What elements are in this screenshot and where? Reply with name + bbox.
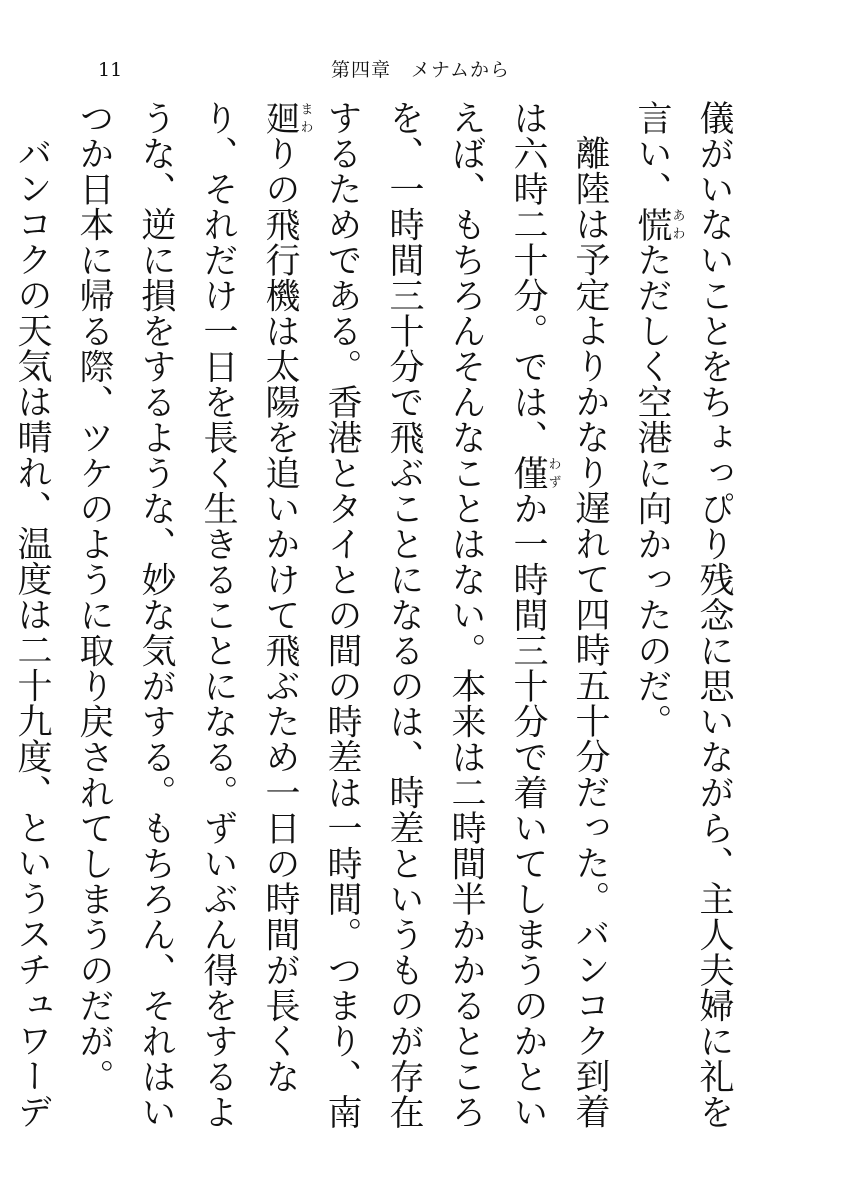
ruby-base: 廻 xyxy=(260,100,300,136)
text-run: 離陸は予定よりかなり遅れて四時五十分だった。バンコク到着は六時二十分。では、 xyxy=(508,100,610,1129)
ruby-reading: あわ xyxy=(669,206,685,242)
page-number: 11 xyxy=(98,59,123,81)
text-run: 儀がいないことをちょっぴり残念に思いながら、主人夫婦に礼を言い、 xyxy=(632,100,734,1130)
ruby-annotation xyxy=(260,100,313,136)
ruby-base: 僅 xyxy=(508,455,548,491)
text-run: バンコクの天気は晴れ、温度は二十九度、というスチュワーデ xyxy=(12,135,52,1129)
paragraph xyxy=(63,100,621,1140)
ruby-annotation xyxy=(632,206,685,243)
paragraph xyxy=(0,100,63,1140)
ruby-reading: まわ xyxy=(297,100,313,136)
body-text xyxy=(12,100,745,1140)
text-run: か一時間三十分で着いてしまうのかといえば、もちろんそんなことはない。本来は二時間半かかるところを、一時間三十分で飛ぶことになるのは、時差というものが存在するためである。香港とタイとの間の時差は一時間。つまり、南 xyxy=(322,100,548,1130)
ruby-reading: わず xyxy=(545,455,561,491)
ruby-base: 慌 xyxy=(632,206,672,242)
ruby-annotation xyxy=(508,455,561,491)
paragraph xyxy=(621,100,745,1140)
text-run: ただしく空港に向かったのだ。 xyxy=(632,242,672,739)
running-head: 第四章 メナムから xyxy=(330,59,511,81)
text-run: りの飛行機は太陽を追いかけて飛ぶため一日の時間が長くなり、それだけ一日を長く生きることになる。ずいぶん得をするような、逆に損をするような、妙な気がする。もちろん、それはいつか日本に帰る際、ツケのように取り戻されてしまうのだが。 xyxy=(74,100,300,1130)
